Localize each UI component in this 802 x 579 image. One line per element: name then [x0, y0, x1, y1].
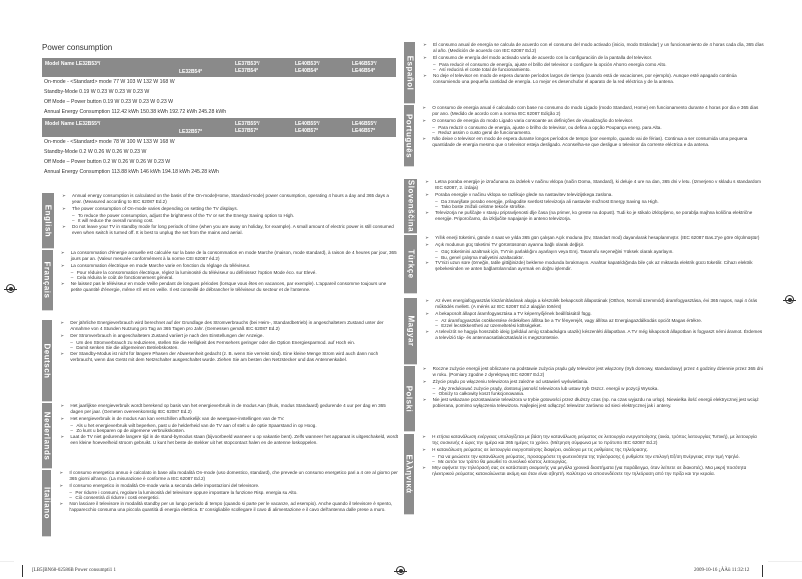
crop-mark: [762, 565, 763, 577]
section-slovenscina: [404, 179, 764, 234]
note-onmode: ➢ Der Stromverbrauch in angeschaltetem Zustand variiert je nach den Einstellungen der Anzeige.: [60, 333, 398, 339]
note-sub: – Reduz assim o custo geral de funcionamento.: [422, 130, 764, 136]
note-onmode: ➢ Η κατανάλωση ρεύματος σε λειτουργία ενεργοποίησης διαφέρει, ανάλογα με τις ρυθμίσεις της τηλεόρασης.: [422, 447, 764, 453]
header-model-37: LE37B55*/ LE37B57*: [235, 121, 260, 134]
header-model-46: LE46B55*/ LE46B57*: [352, 121, 377, 134]
table-row: On-mode - <Standard> mode 77 W 103 W 132 W 168 W: [44, 79, 175, 85]
note-sub: – Um den Stromverbrauch zu reduzieren, stellen Sie die Helligkeit des Fernsehers geringer oder die Option Energiesparmod. auf Hoch ein.: [60, 340, 398, 346]
lang-tab-portugues: Português: [404, 105, 414, 167]
lang-tab-italiano: Italiano: [42, 470, 51, 537]
table-row: On-mode - <Standard> mode 78 W 100 W 133 W 168 W: [44, 139, 175, 145]
lang-tab-espanol: Español: [404, 42, 415, 104]
lang-tab-english: English: [42, 193, 54, 249]
note-sub: – Με αυτόν τον τρόπο θα μειωθεί το συνολικό κόστος λειτουργίας.: [422, 459, 764, 465]
note-standby: ➢ Non lasciare il televisore in modalità standby per un lungo periodo di tempo (quando si parte per le vacanze, ad esempio). Anche quando il televisore è spento, l'apparecchio consuma una piccola quantità di energia elettrica. E' consigliabile scollegare il cavo di alimentazione e il cavo dell'antenna dalle prese a muro.: [59, 501, 398, 512]
footer-file-info: [LB5]BN68-02586B Power consumpti1 1: [32, 568, 117, 573]
note-onmode: ➢ Açık modunun güç tüketimi TV görüntüsünün ayarına bağlı olarak değişir.: [425, 242, 764, 248]
note-standby: ➢ Televizorja ne puščajte v stanju pripravljenosti dlje časa (na primer, ko greste na dopust). Tudi ko je stikalo izklopljeno, se porablja majhna količina električne energije. Priporočamo, da izključite napajanje in anteno televizorja.: [425, 210, 764, 221]
note-sub: – Cela réduira le coût de fonctionnement général.: [61, 275, 398, 281]
crop-mark: [22, 565, 23, 577]
note-onmode: ➢ The power consumption of On-mode varies depending on setting the TV displays.: [62, 206, 398, 212]
note-annual: ➢ La consommation d'énergie annuelle est calculée sur la base de la consommation en mode Marche (maison, mode standard), à raison de 4 heures par jour, 365 jours par an. (Valeur mesurée conformément à la norme CEI 62087 éd.2): [61, 250, 398, 261]
section-polski: [404, 366, 764, 432]
note-annual: ➢ Der jährliche Energieverbrauch wird berechnet auf der Grundlage des Stromverbrauchs (bei Heim-, Standardbetrieb) in angeschaltetem Zustand unter der Annahme von 4 Stunden Nutzung pro Tag an 365 Tagen pro Jahr. (Gemessen gemäß IEC 62087 Ed.2): [60, 320, 398, 331]
header-model-32: LE32B57*: [179, 129, 203, 135]
note-sub: – Για να μειώσετε την κατανάλωση ρεύματος, προσαρμόστε τη φωτεινότητα της τηλεόρασης ή ρυθμίστε την επιλογή Εξ/ση Ενέργειας στην τιμή Υψηλό.: [422, 454, 764, 460]
lang-tab-ellinika: Ελληνικά: [404, 434, 414, 515]
spec-table-header: [42, 58, 396, 77]
lang-tab-nederlands: Nederlands: [42, 403, 52, 469]
note-onmode: ➢ El consumo de energía del modo activado varía de acuerdo con la configuración de la pantalla del televisor.: [423, 55, 764, 61]
lang-tab-magyar: Magyar: [404, 298, 417, 365]
registration-mark-icon: [6, 284, 15, 293]
note-annual: ➢ Het jaarlijkse energieverbruik wordt berekend op basis van het energieverbruik in de modus Aan (thuis, modus Standaard) gedurende 4 uur per dag en 365 dagen per jaar. (Gemeten overeenkomstig IEC 62087 Ed.2): [60, 403, 398, 414]
note-sub: – Ciò consentirà di ridurre i costi energetici.: [59, 495, 398, 501]
section-magyar: [404, 298, 764, 365]
section-nederlands: [42, 403, 398, 469]
note-sub: – Para reduzir o consumo de energia, ajuste o brilho do televisor, ou defina a opção Poupança energ. para Alta.: [422, 125, 764, 131]
note-annual: ➢ Annual energy consumption is calculated on the basis of the On-mode(Home, Standard-mode) power consumption, operating 4 hours a day and 365 days a year. (Measured according to IEC 62087 Ed.2): [62, 193, 398, 204]
table-row: Annual Energy Consumption 112.42 kWh 150.38 kWh 192.72 kWh 245.28 kWh: [44, 109, 227, 115]
note-sub: – Bu, genel çalışma maliyetini azaltacaktır.: [425, 255, 764, 261]
note-sub: – Para reducir el consumo de energía, ajuste el brillo del televisor o configure la opción Ahorro energía como Alto.: [423, 62, 764, 68]
header-model-37: LE37B53*/ LE37B54*: [235, 61, 260, 74]
note-sub: – To reduce the power consumption, adjust the brightness of the TV or set the Energy Saving option to High.: [62, 213, 398, 219]
note-sub: – Así reducirá el coste total de funcionamiento.: [423, 67, 764, 73]
note-standby: ➢ Do not leave your TV in standby mode for long periods of time (when you are away on holiday, for example). A small amount of electric power is still consumed even when switch is turned off. It is best to unplug the set from the mains and aerial.: [62, 224, 398, 235]
section-francais: [42, 250, 398, 311]
section-portugues: [404, 105, 764, 167]
note-standby: ➢ Ne laissez pas le téléviseur en mode Veille pendant de longues périodes (lorsque vous êtes en vacances, par exemple). L'appareil consomme toujours une petite quantité d'énergie, même s'il est en veille. Il est conseillé de débrancher le téléviseur du secteur et de l'antenne.: [61, 281, 398, 292]
header-model-name: Model Name LE32B53*/: [45, 61, 101, 67]
note-standby: ➢ Nie jest wskazane pozostawianie telewizora w trybie gotowości przez dłuższy czas (np. na czas wyjazdu na urlop). Niewielka ilość energii elektrycznej jest wciąż pobierana, pomimo wyłączenia telewizora. Najlepiej jest odłączyć telewizor zarówno od sieci elektrycznej jak i anteny.: [423, 397, 764, 408]
section-turkce: [404, 235, 764, 294]
header-model-name: Model Name LE32B55*/: [45, 121, 101, 127]
note-standby: ➢ No deje el televisor en modo de espera durante períodos largos de tiempo (cuando está de vacaciones, por ejemplo). Aunque esté apagado continúa consumiendo una pequeña cantidad de energía. Lo mejor es desenchufar el aparato de la red eléctrica y de la antena.: [423, 73, 764, 84]
lang-tab-francais: Français: [42, 250, 53, 311]
note-annual: ➢ El consumo anual de energía se calcula de acuerdo con el consumo del modo activado (inicio, modo Estándar) y un funcionamiento de 4 horas cada día, 365 días al año. (Medición de acuerdo con IEC 62087 Ed.2): [423, 42, 764, 53]
note-onmode: ➢ La consommation électrique en mode Marche varie en fonction du réglage du téléviseur.: [61, 263, 398, 269]
note-sub: – Az áramfogyasztás csökkentése érdekében állítsa be a TV fényerejét, vagy állítsa az Energiagazdálkodás opciót Magas értékre.: [425, 318, 764, 324]
note-standby: ➢ Não deixe o televisor em modo de espera durante longos períodos de tempo (por exemplo, quando vai de férias). Continua a ser consumida uma pequena quantidade de energia mesmo que o televisor esteja desligado. Aconselha-se que desligue o televisor da corrente eléctrica e da antena.: [422, 136, 764, 147]
note-onmode: ➢ O consumo de energia do modo Ligado varia consoante as definições de visualização do televisor.: [422, 118, 764, 124]
section-espanol: [404, 42, 764, 104]
note-sub: – Als u het energieverbruik wilt beperken, past u de helderheid van de TV aan of stelt u de optie Spaarstand in op Hoog.: [60, 423, 398, 429]
note-standby: ➢ Laat de TV niet gedurende langere tijd in de stand-bymodus staan (bijvoorbeeld wanneer u op vakantie bent). Zelfs wanneer het apparaat is uitgeschakeld, wordt een kleine hoeveelheid stroom gebruikt. U kunt het beste de stekker uit het stopcontact halen en de antenne loskoppelen.: [60, 434, 398, 445]
note-onmode: ➢ A bekapcsolt állapot áramfogyasztása a TV képernyőjének beállításától függ.: [425, 311, 764, 317]
note-standby: ➢ Der Standby-Modus ist nicht für längere Phasen der Abwesenheit gedacht (z. B. wenn Sie verreist sind). Eine kleine Menge Strom wird auch dann noch verbraucht, wenn das Gerät mit dem Netzschalter ausgeschaltet wurde. Ziehen Sie am besten den Netzstecker und das Antennenkabel.: [60, 351, 398, 362]
footer-timestamp: 2009-10-16 ¿ÀÀü 11:32:12: [694, 568, 750, 573]
section-english: [42, 193, 398, 249]
note-onmode: ➢ Poraba energije v načinu vklopa se razlikuje glede na nastavitev televizijskega zaslona.: [425, 192, 764, 198]
note-sub: – Pour réduire la consommation électrique, réglez la luminosité du téléviseur ou définissez l'option Mode éco. sur Elevé.: [61, 270, 398, 276]
note-annual: ➢ Il consumo energetico annuo è calcolato in base alla modalità On-mode (uso domestico, standard), che prevede un consumo energetico pari a 4 ore al giorno per 365 giorni all'anno. (La misurazione è conforme a IEC 62087 Ed.2): [59, 470, 398, 481]
note-sub: – Zo kunt u besparen op de algemene verbruikskosten.: [60, 428, 398, 434]
spec-table-b53: [42, 58, 396, 117]
table-row: Annual Energy Consumption 113.88 kWh 146 kWh 194.18 kWh 245.28 kWh: [44, 169, 219, 175]
note-annual: ➢ Roczne zużycie energii jest obliczane na podstawie zużycia prądu gdy telewizor jest włączony (tryb domowy, standardowy) przez 4 godziny dziennie przez 365 dni w roku. (Pomiary zgodne z dyrektywą IEC 62087 Ed.2): [423, 366, 764, 377]
lang-tab-polski: Polski: [404, 366, 415, 432]
note-sub: – It will reduce the overall running cost.: [62, 218, 398, 224]
header-model-46: LE46B53*/ LE46B54*: [352, 61, 377, 74]
table-row: Standby-Mode 0.2 W 0.26 W 0.26 W 0.23 W: [44, 149, 147, 155]
footer-divider: [768, 561, 802, 562]
note-sub: – Ezzel lecsökkentheti az üzemeltetési költségeket.: [425, 323, 764, 329]
section-italiano: [42, 470, 398, 537]
note-sub: – Damit senken Sie die allgemeinen Betriebskosten.: [60, 345, 398, 351]
header-model-40: LE40B53*/ LE40B54*: [295, 61, 320, 74]
note-standby: ➢ TV'nizi uzun süre (örneğin, tatile gittiğinizde) bekleme modunda bırakmayın. Anahtar kapatıldığında bile çok az miktarda elektrik gücü tüketilir. Cihazı elektrik şebekesinden ve anten bağlantılarından ayırmak en doğru işlemdir.: [425, 260, 764, 271]
note-sub: – Aby zredukować zużycie prądy, dostosuj jasność telewizora lub ustaw tryb Oszcz. energii w pozycji Wysoka.: [423, 386, 764, 392]
spec-table-header: [42, 118, 396, 137]
note-standby: ➢ A televízót ne hagyja hosszabb ideig (például amíg szabadságra utazik) készenléti állapotban. A TV még kikapcsolt állapotban is fogyaszt némi áramot. Érdemes a televízió táp- és antennacsatlakoztatását is megszüntetnie.: [425, 329, 764, 340]
header-model-40: LE40B55*/ LE40B57*: [295, 121, 320, 134]
note-annual: ➢ Az éves energiafogyasztás kiszámításának alapja a készülék bekapcsolt állapotának (Otthon, Normál üzemmód) áramfogyasztása, évi 365 napos, napi 4 órás működés mellett. (A mérés az IEC 62087 Ed.2 alapján történt): [425, 298, 764, 309]
registration-mark-icon: [785, 295, 794, 304]
table-row: Off Mode – Power button 0.2 W 0.26 W 0.26 W 0.23 W: [44, 159, 171, 165]
note-annual: ➢ Η ετήσια κατανάλωση ενέργειας υπολογίζεται με βάση την κατανάλωση ρεύματος σε λειτουργία ενεργοποίησης (οικία, τρόπος λειτουργίας Τυπική), με λειτουργία της συσκευής 4 ώρες την ημέρα και 365 ημέρες το χρόνο. (Μέτρηση σύμφωνα με το πρότυπο IEC 62087 Ed.2): [422, 434, 764, 445]
note-onmode: ➢ Zżycie prądu po włączeniu telewizora jest zależne od ustawień wyświetlania.: [423, 379, 764, 385]
note-annual: ➢ Letna poraba energije je izračunana za izdelek v načinu vklopa (način Doma, Standard), ki deluje 4 ure na dan, 365 dni v letu. (Izmerjeno v skladu s standardom IEC 62087, 2. izdaja): [425, 179, 764, 190]
note-sub: – Güç tüketimini azaltmak için, TV'nin parlaklığını ayarlayın veya Enrj. Tasarrufu seçeneğini Yüksek olarak ayarlayın.: [425, 249, 764, 255]
table-row: Standby-Mode 0.19 W 0.23 W 0.23 W 0.23 W: [44, 89, 150, 95]
lang-tab-deutsch: Deutsch: [42, 320, 52, 402]
note-annual: ➢ O consumo de energia anual é calculado com base no consumo do modo Ligado (modo Standard, Home) em funcionamento durante 4 horas por dia e 365 dias por ano. (Medido de acordo com a norma IEC 62087 Edição 2): [422, 105, 764, 116]
header-model-32: LE32B54*: [179, 69, 203, 75]
section-deutsch: [42, 320, 398, 402]
note-standby: ➢ Μην αφήνετε την τηλεόρασή σας σε κατάσταση αναμονής για μεγάλα χρονικά διαστήματα (για παράδειγμα, όταν λείπετε σε διακοπές). Μια μικρή ποσότητα ηλεκτρικού ρεύματος καταναλώνεται ακόμη και όταν είναι σβηστή. Καλύτερα να αποσυνδέσετε την τηλεόραση από την πρίζα και την κεραία.: [422, 465, 764, 476]
note-onmode: ➢ Il consumo energetico in modalità On-mode varia a seconda delle impostazioni del televisore.: [59, 483, 398, 489]
note-annual: ➢ Yıllık enerji tüketimi, günde 4 saat ve yılda 365 gün çalışan Açık moduna (Ev, Standart mod) dayanılarak hesaplanmıştır. (IEC 62087 Bas.2'ye göre ölçülmüştür): [425, 235, 764, 241]
note-sub: – Obniży to całkowity koszt funkcjonowania.: [423, 391, 764, 397]
note-sub: – Da zmanjšate porabo energije, prilagodite svetlost televizorja ali nastavite možnost Energy Saving na High.: [425, 199, 764, 205]
section-ellinika: [404, 434, 764, 515]
page-title: Power consumption: [42, 43, 113, 52]
lang-tab-turkce: Türkçe: [404, 235, 417, 294]
note-onmode: ➢ Het energieverbruik in de modus Aan kan verschillen afhankelijk van de weergave-instellingen van de TV.: [60, 416, 398, 422]
note-sub: – Per ridurre i consumi, regolare la luminosità del televisore oppure impostare la funzione Risp. energia su Alto.: [59, 490, 398, 496]
table-row: Off Mode – Power button 0.19 W 0.23 W 0.23 W 0.23 W: [44, 99, 174, 105]
lang-tab-slovenscina: Slovenščina: [404, 179, 417, 234]
spec-table-b55: [42, 118, 396, 177]
registration-mark-icon: [396, 566, 405, 575]
footer-divider: [0, 561, 14, 562]
note-sub: – Tako boste znižali celotne tekoče stroške.: [425, 204, 764, 210]
